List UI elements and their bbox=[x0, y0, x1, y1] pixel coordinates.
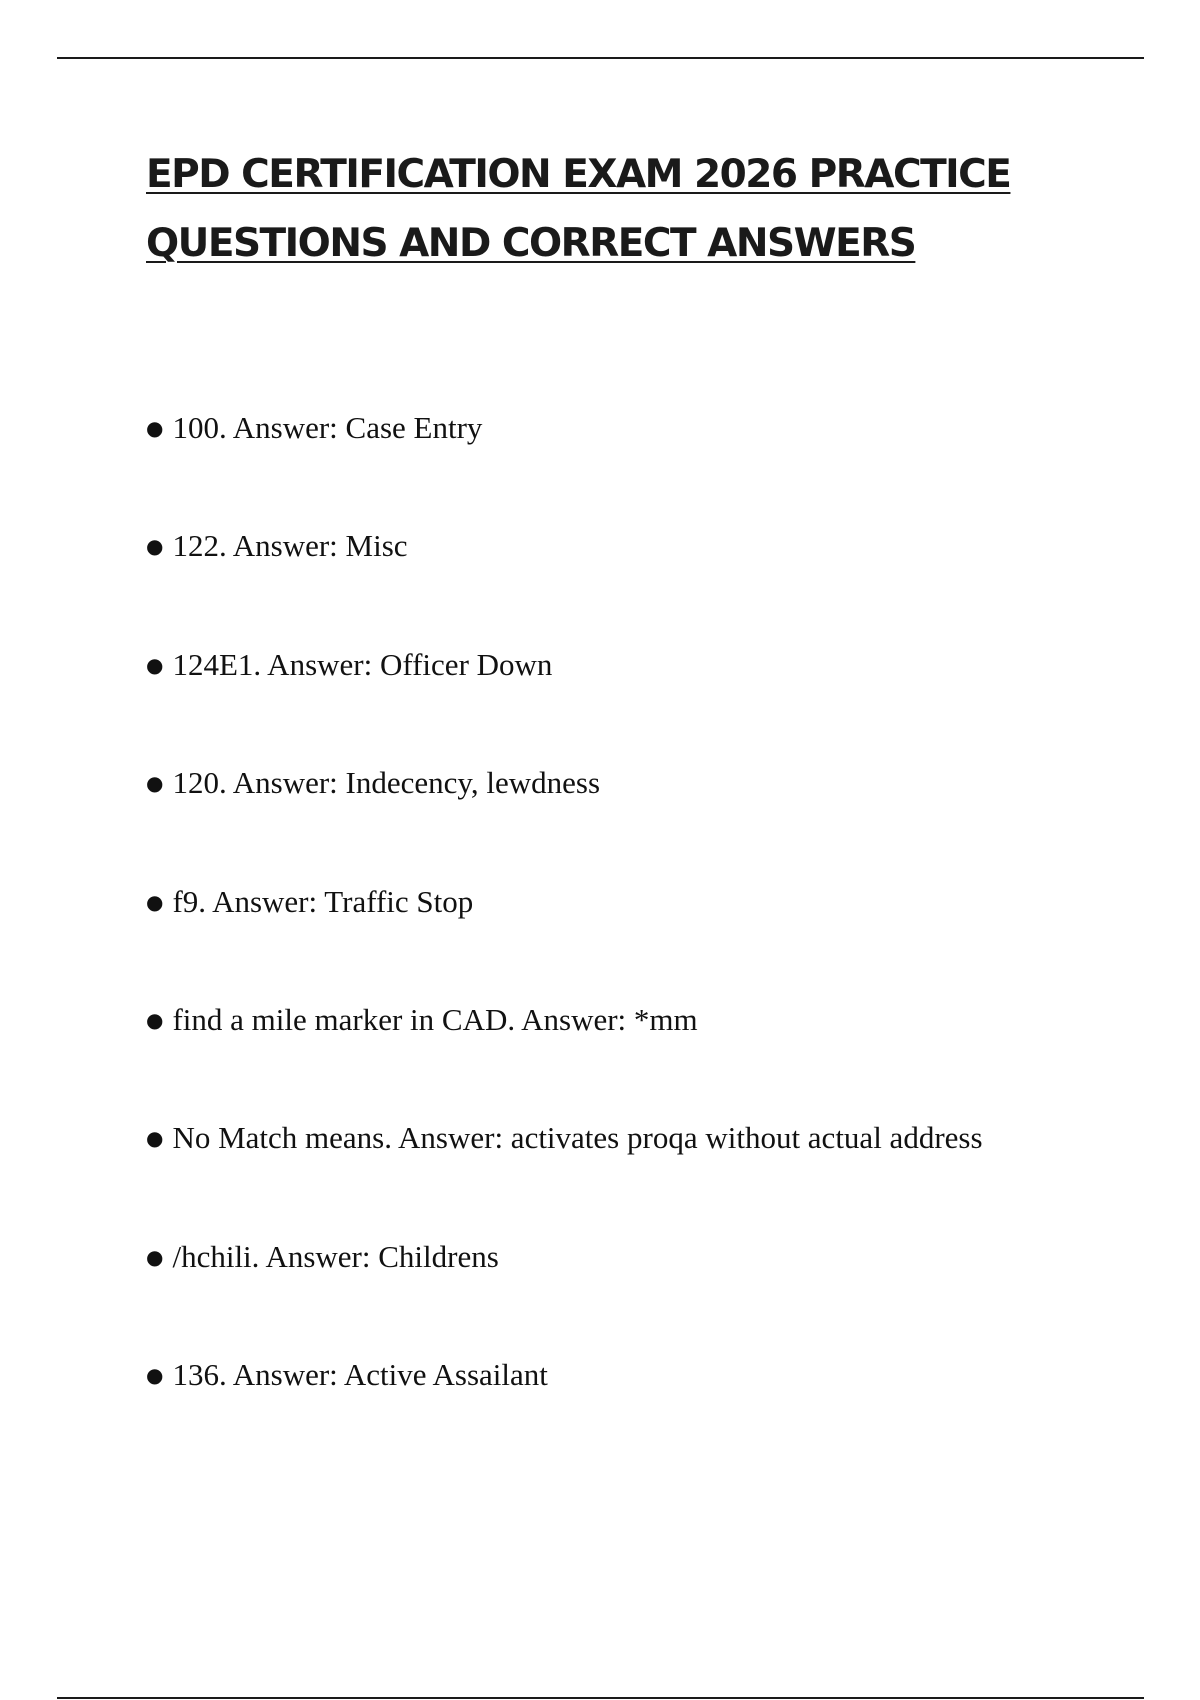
list-item-text: 122. Answer: Misc bbox=[172, 528, 408, 564]
list-item-text: 124E1. Answer: Officer Down bbox=[172, 646, 553, 682]
list-item bbox=[146, 647, 983, 765]
bullet-icon: ● bbox=[146, 771, 164, 796]
top-divider bbox=[57, 57, 1144, 59]
document-title: EPD CERTIFICATION EXAM 2026 PRACTICE QUESTIONS AND CORRECT ANSWERS bbox=[146, 152, 1011, 266]
bullet-icon: ● bbox=[146, 416, 164, 440]
list-item-text: /hchili. Answer: Childrens bbox=[172, 1238, 499, 1274]
list-item-text: find a mile marker in CAD. Answer: *mm bbox=[172, 1001, 698, 1037]
list-item bbox=[146, 410, 983, 528]
list-item-text: 120. Answer: Indecency, lewdness bbox=[172, 765, 601, 801]
bullet-icon: ● bbox=[146, 534, 164, 559]
list-item bbox=[146, 884, 983, 1002]
bullet-icon: ● bbox=[146, 1363, 164, 1388]
list-item bbox=[146, 1239, 983, 1357]
bullet-icon: ● bbox=[146, 1007, 164, 1032]
list-item-text: No Match means. Answer: activates proqa without actual address bbox=[172, 1120, 983, 1156]
list-item bbox=[146, 1357, 983, 1475]
list-item bbox=[146, 765, 983, 883]
bullet-icon: ● bbox=[146, 652, 164, 677]
bottom-divider bbox=[57, 1697, 1144, 1699]
list-item bbox=[146, 1002, 983, 1120]
list-item bbox=[146, 1120, 983, 1238]
list-item-text: 136. Answer: Active Assailant bbox=[172, 1357, 548, 1393]
bullet-icon: ● bbox=[146, 889, 164, 914]
qa-list bbox=[146, 410, 983, 1476]
list-item bbox=[146, 528, 983, 646]
bullet-icon: ● bbox=[146, 1244, 164, 1269]
bullet-icon: ● bbox=[146, 1126, 164, 1151]
list-item-text: 100. Answer: Case Entry bbox=[172, 410, 483, 445]
list-item-text: f9. Answer: Traffic Stop bbox=[172, 883, 474, 919]
